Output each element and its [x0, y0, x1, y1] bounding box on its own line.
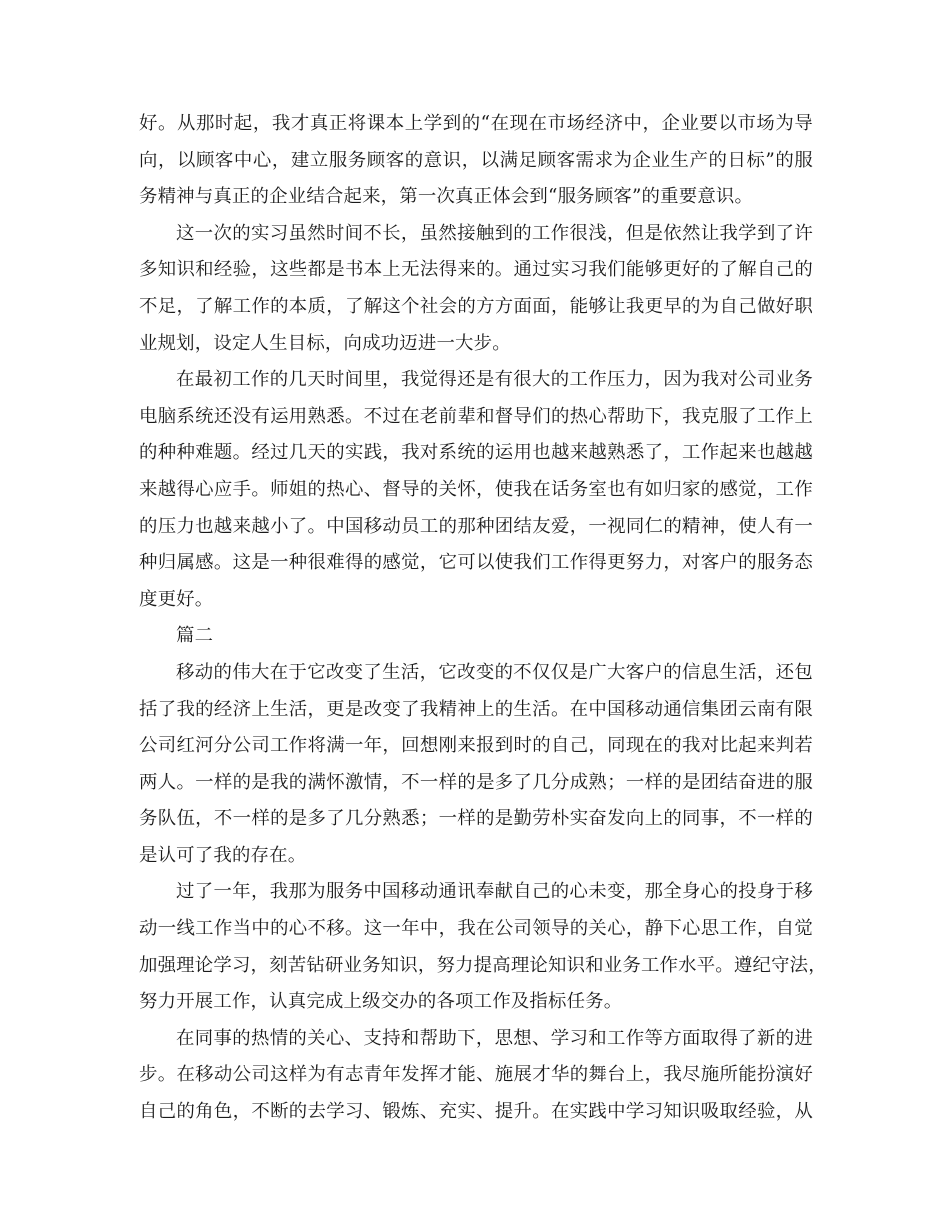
- paragraph: [139, 216, 813, 362]
- text-line: 好。从那时起，我才真正将课本上学到的“在现在市场经济中，企业要以市场为导: [139, 113, 813, 134]
- text-line: 移动的伟大在于它改变了生活，它改变的不仅仅是广大客户的信息生活，还包: [176, 661, 813, 683]
- text-line: 两人。一样的是我的满怀激情，不一样的是多了几分成熟；一样的是团结奋进的服: [139, 771, 813, 793]
- text-line: 多知识和经验，这些都是书本上无法得来的。通过实习我们能够更好的了解自己的: [139, 259, 813, 281]
- text-line: 括了我的经济上生活，更是改变了我精神上的生活。在中国移动通信集团云南有限: [139, 698, 813, 720]
- text-line: 步。在移动公司这样为有志青年发挥才能、施展才华的舞台上，我尽施所能扮演好: [139, 1064, 813, 1086]
- paragraph: [139, 655, 813, 875]
- text-line: 种归属感。这是一种很难得的感觉，它可以使我们工作得更努力，对客户的服务态: [139, 552, 813, 574]
- text-line: 不足，了解工作的本质，了解这个社会的方方面面，能够让我更早的为自己做好职: [139, 295, 813, 317]
- text-line: 是认可了我的存在。: [139, 844, 307, 866]
- paragraph: [139, 1021, 813, 1131]
- text-line: 努力开展工作，认真完成上级交办的各项工作及指标任务。: [139, 991, 623, 1013]
- text-line: 务队伍，不一样的是多了几分熟悉；一样的是勤劳朴实奋发向上的同事，不一样的: [139, 808, 813, 830]
- paragraph: [139, 106, 813, 216]
- text-line: 来越得心应手。师姐的热心、督导的关怀，使我在话务室也有如归家的感觉，工作: [139, 478, 813, 500]
- section-heading: [139, 618, 813, 655]
- text-line: 电脑系统还没有运用熟悉。不过在老前辈和督导们的热心帮助下，我克服了工作上: [139, 405, 813, 427]
- text-line: 这一次的实习虽然时间不长，虽然接触到的工作很浅，但是依然让我学到了许: [176, 222, 813, 244]
- text-line: 篇二: [176, 625, 214, 647]
- text-line: 自己的角色，不断的去学习、锻炼、充实、提升。在实践中学习知识吸取经验，从: [139, 1101, 813, 1123]
- text-line: 动一线工作当中的心不移。这一年中，我在公司领导的关心，静下心思工作，自觉: [139, 918, 813, 940]
- text-line: 过了一年，我那为服务中国移动通讯奉献自己的心未变，那全身心的投身于移: [176, 881, 813, 903]
- text-line: 的种种难题。经过几天的实践，我对系统的运用也越来越熟悉了，工作起来也越越: [139, 442, 813, 464]
- text-line: 度更好。: [139, 588, 214, 610]
- text-line: 加强理论学习，刻苦钻研业务知识，努力提高理论知识和业务工作水平。遵纪守法，: [139, 954, 827, 976]
- document-body: [139, 106, 827, 1131]
- paragraph: [139, 362, 813, 618]
- text-line: 务精神与真正的企业结合起来，第一次真正体会到“服务顾客”的重要意识。: [139, 186, 754, 208]
- paragraph: [139, 874, 827, 1020]
- text-line: 的压力也越来越小了。中国移动员工的那种团结友爱，一视同仁的精神，使人有一: [139, 515, 813, 537]
- text-line: 在同事的热情的关心、支持和帮助下，思想、学习和工作等方面取得了新的进: [176, 1027, 813, 1049]
- text-line: 业规划，设定人生目标，向成功迈进一大步。: [139, 332, 511, 354]
- text-line: 向，以顾客中心，建立服务顾客的意识，以满足顾客需求为企业生产的日标”的服: [139, 149, 813, 171]
- text-line: 公司红河分公司工作将满一年，回想刚来报到时的自己，同现在的我对比起来判若: [139, 735, 813, 757]
- text-line: 在最初工作的几天时间里，我觉得还是有很大的工作压力，因为我对公司业务: [176, 369, 813, 391]
